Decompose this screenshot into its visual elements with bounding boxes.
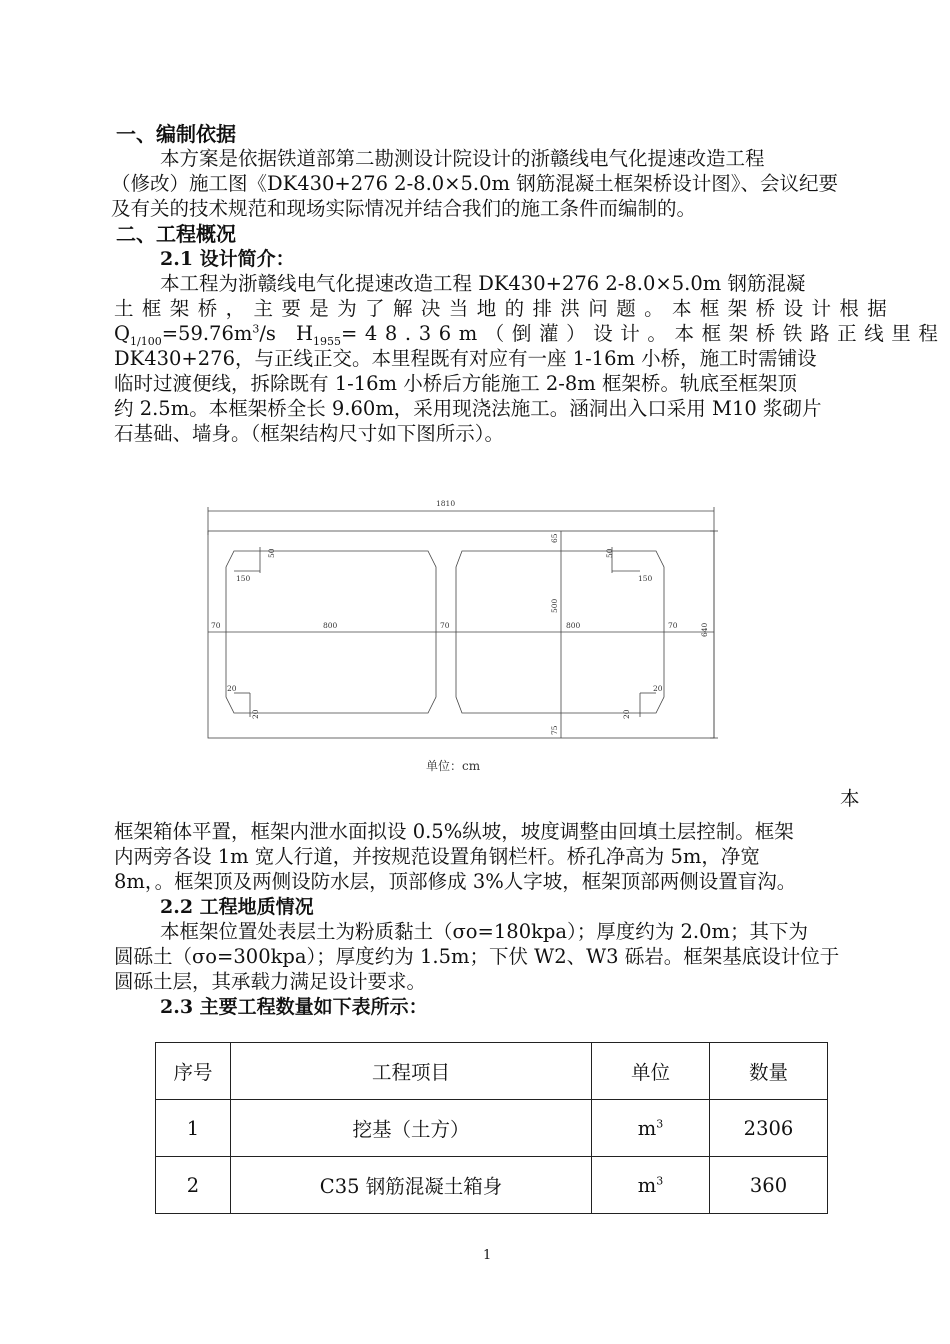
- s21-line-11: 8m，。框架顶及两侧设防水层，顶部修成 3%人字坡，框架顶部两侧设置盲沟。: [114, 870, 797, 893]
- page-number: 1: [483, 1248, 492, 1263]
- s22-line-2: 圆砾土（σo=300kpa）；厚度约为 1.5m；下伏 W2、W3 砾岩。框架基底设计位于: [114, 945, 840, 968]
- h-subscript: 1955: [312, 334, 341, 348]
- row-2-item: C35 钢筋混凝土箱身: [231, 1157, 592, 1214]
- s21-line-3: [114, 322, 946, 346]
- dim-bottom: 75: [550, 725, 559, 735]
- dim-wall-left: 70: [211, 621, 221, 630]
- s21-line-7: 石基础、墙身。（框架结构尺寸如下图所示）。: [114, 422, 505, 445]
- dim-wall-mid: 70: [440, 621, 450, 630]
- header-unit: 单位: [592, 1043, 710, 1100]
- s1-line-2: （修改）施工图《DK430+276 2-8.0×5.0m 钢筋混凝土框架桥设计图》、会议纪要: [111, 172, 838, 195]
- dim-bl-a: 20: [227, 684, 237, 693]
- s22-line-3: 圆砾土层，其承载力满足设计要求。: [114, 970, 427, 993]
- s21-line-6: 约 2.5m。本框架桥全长 9.60m，采用现浇法施工。涵洞出入口采用 M10 浆砌片: [114, 397, 822, 420]
- dim-total-height: 640: [700, 622, 709, 637]
- header-qty: 数量: [710, 1043, 828, 1100]
- section-2-title: 二、工程概况: [116, 222, 236, 246]
- s1-line-3: 及有关的技术规范和现场实际情况并结合我们的施工条件而编制的。: [111, 197, 697, 220]
- section-2-1-title: 2.1 设计简介：: [160, 248, 295, 270]
- section-2-3-title: 2.3 主要工程数量如下表所示：: [160, 996, 428, 1018]
- dim-haunch-w-left: 150: [236, 574, 251, 583]
- table-row: [156, 1100, 828, 1157]
- drawing-caption: 单位：cm: [426, 759, 481, 773]
- q-symbol: Q: [114, 322, 130, 345]
- row-1-item: 挖基（土方）: [231, 1100, 592, 1157]
- dim-br-a: 20: [653, 684, 663, 693]
- row-2-no: 2: [156, 1157, 231, 1214]
- row-1-unit: $m^3$: [592, 1100, 710, 1157]
- dim-bl-b: 20: [251, 709, 260, 719]
- dim-br-b: 20: [622, 709, 631, 719]
- row-1-no: 1: [156, 1100, 231, 1157]
- dim-height-inner: 500: [550, 598, 559, 613]
- q-superscript: 3: [252, 322, 260, 336]
- h-symbol: H: [295, 322, 313, 345]
- section-2-2-title: 2.2 工程地质情况: [160, 896, 314, 918]
- s21-line-2: 土框架桥，主要是为了解决当地的排洪问题。本框架桥设计根据: [114, 297, 896, 320]
- q-unit: /s: [259, 322, 276, 345]
- s21-line-4: DK430+276，与正线正交。本里程既有对应有一座 1-16m 小桥，施工时需铺设: [114, 347, 817, 370]
- q-value: =59.76m: [161, 322, 253, 345]
- s22-line-1: 本框架位置处表层土为粉质黏土（σo=180kpa）；厚度约为 2.0m；其下为: [160, 920, 808, 943]
- s21-line-9: 框架箱体平置，框架内泄水面拟设 0.5%纵坡，坡度调整由回填土层控制。框架: [114, 820, 794, 843]
- dim-haunch-h-left: 50: [267, 548, 276, 558]
- q-subscript: 1/100: [130, 334, 162, 348]
- s21-line-5: 临时过渡便线，拆除既有 1-16m 小桥后方能施工 2-8m 框架桥。轨底至框架顶: [114, 372, 797, 395]
- dim-top: 65: [550, 533, 559, 543]
- s21-line-8: 本: [840, 787, 860, 810]
- s21-line-1: 本工程为浙赣线电气化提速改造工程 DK430+276 2-8.0×5.0m 钢筋混凝: [160, 272, 806, 295]
- dim-haunch-w-right: 150: [638, 574, 653, 583]
- table-row: [156, 1157, 828, 1214]
- dim-span-left: 800: [323, 621, 338, 630]
- dim-total-width: 1810: [436, 499, 456, 508]
- row-2-unit: $m^3$: [592, 1157, 710, 1214]
- s21-line-10: 内两旁各设 1m 宽人行道，并按规范设置角钢栏杆。桥孔净高为 5m，净宽: [114, 845, 760, 868]
- dim-haunch-h-right: 50: [605, 548, 614, 558]
- row-2-qty: 360: [710, 1157, 828, 1214]
- dim-span-right: 800: [566, 621, 581, 630]
- frame-bridge-drawing: [200, 495, 720, 745]
- quantity-table: [155, 1042, 828, 1214]
- header-no: 序号: [156, 1043, 231, 1100]
- table-header-row: [156, 1043, 828, 1100]
- s1-line-1: 本方案是依据铁道部第二勘测设计院设计的浙赣线电气化提速改造工程: [160, 147, 765, 170]
- h-rest: =48.36m（倒灌）设计。本框架桥铁路正线里程: [340, 322, 946, 345]
- row-1-qty: 2306: [710, 1100, 828, 1157]
- section-1-title: 一、编制依据: [116, 122, 236, 146]
- header-item: 工程项目: [231, 1043, 592, 1100]
- outer-frame: [208, 531, 714, 738]
- dim-wall-right: 70: [668, 621, 678, 630]
